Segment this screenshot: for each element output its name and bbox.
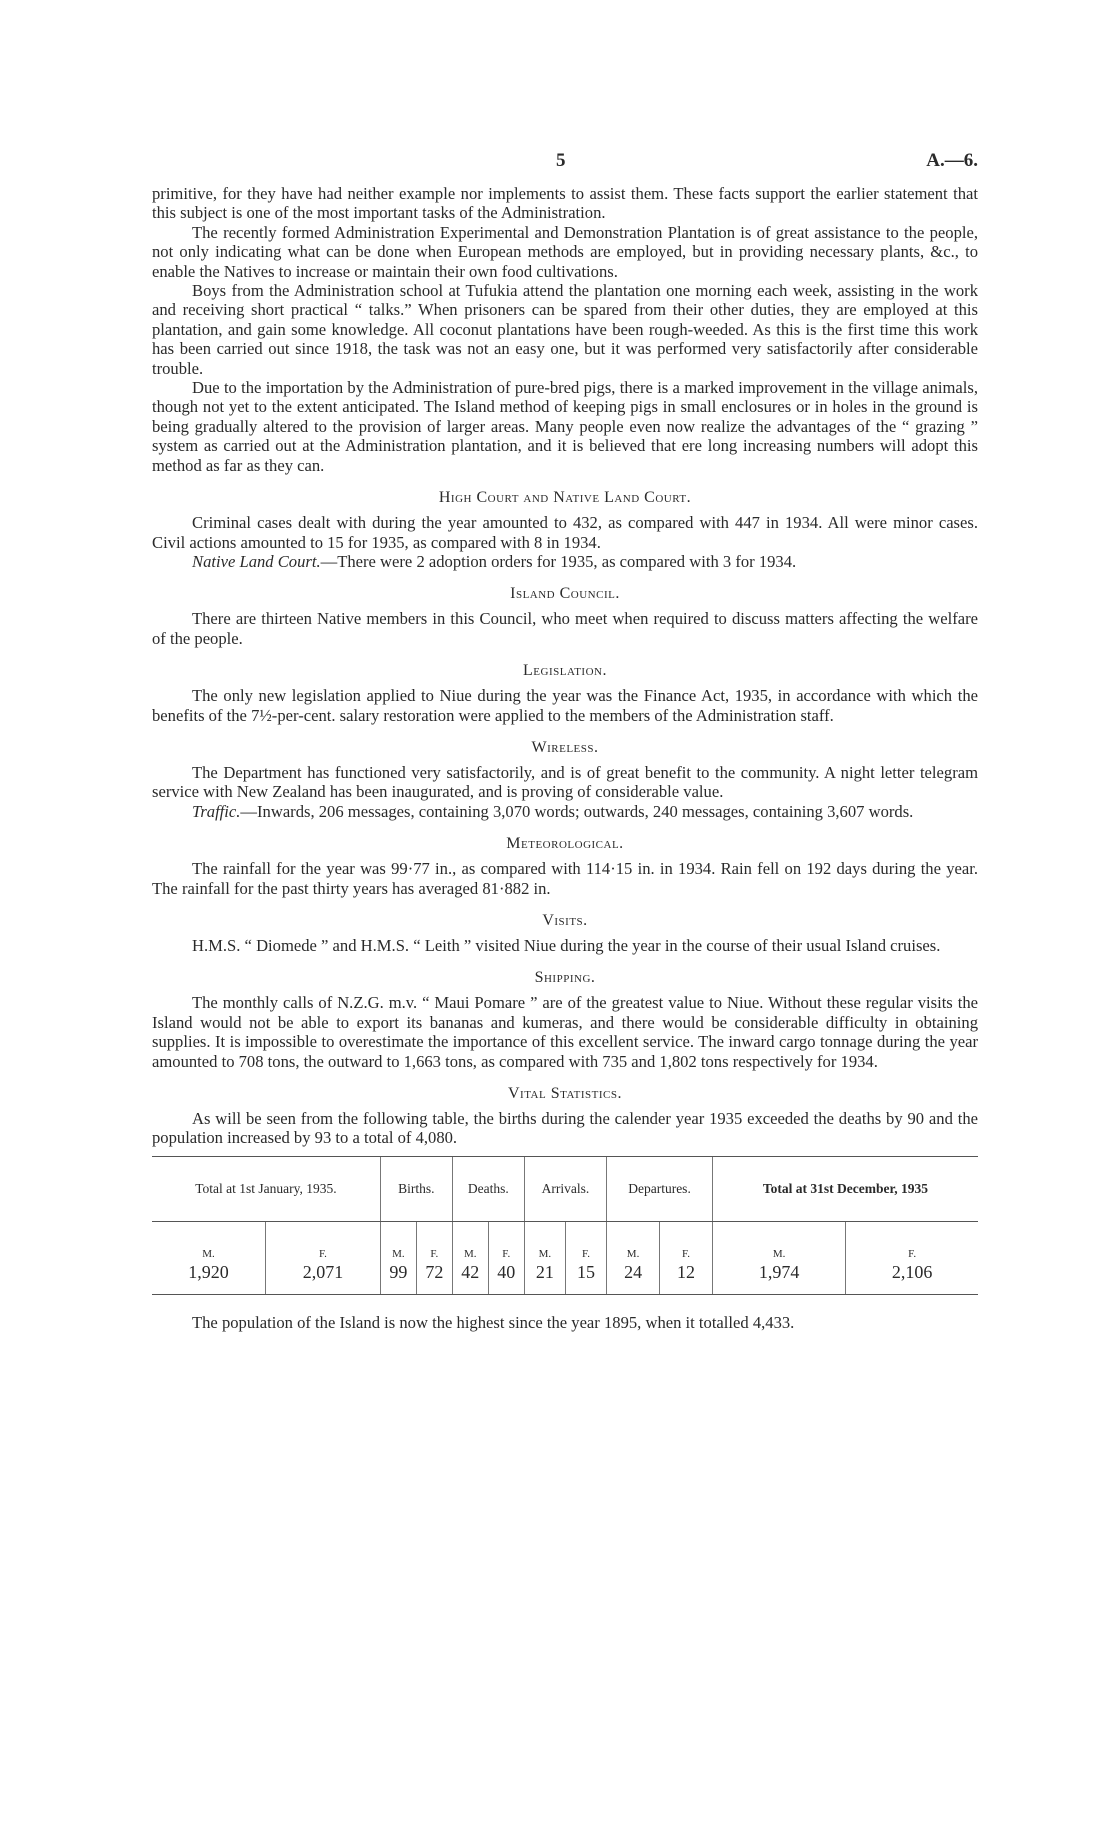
value: 1,920 bbox=[188, 1261, 229, 1282]
header-total-dec: Total at 31st December, 1935 bbox=[712, 1156, 978, 1221]
header-births: Births. bbox=[380, 1156, 452, 1221]
label-m: M. bbox=[392, 1247, 405, 1260]
document-reference: A.—6. bbox=[926, 150, 978, 171]
heading-legislation: Legislation. bbox=[523, 662, 607, 680]
label-m: M. bbox=[772, 1247, 786, 1260]
vital-statistics-table bbox=[152, 1156, 978, 1295]
heading-shipping: Shipping. bbox=[534, 969, 596, 987]
cell-departures-m bbox=[607, 1221, 660, 1294]
heading-wireless: Wireless. bbox=[531, 738, 599, 756]
traffic-label: Traffic. bbox=[192, 801, 241, 821]
paragraph-plantation: The recently formed Administration Experimental and Demonstration Plantation is of great assistance to the people, not only indicating what can be done when European methods are employed, but in providing necessary plants, &c., to enable the Natives to increase or maintain their own food cultivations. bbox=[152, 222, 978, 281]
page-header bbox=[152, 140, 978, 174]
header-total-jan: Total at 1st January, 1935. bbox=[152, 1156, 380, 1221]
label-m: M. bbox=[538, 1247, 552, 1260]
document-body bbox=[152, 184, 978, 1332]
paragraph-vital-intro: As will be seen from the following table, the births during the calender year 1935 exceeded the deaths by 90 and the population increased by 93 to a total of 4,080. bbox=[152, 1109, 978, 1148]
cell-dec-m bbox=[712, 1221, 845, 1294]
table-row bbox=[152, 1221, 978, 1294]
paragraph-island-council: There are thirteen Native members in this Council, who meet when required to discuss matters affecting the welfare of the people. bbox=[152, 609, 978, 648]
cell-departures-f bbox=[660, 1221, 713, 1294]
value: 99 bbox=[389, 1261, 408, 1282]
paragraph-shipping: The monthly calls of N.Z.G. m.v. “ Maui Pomare ” are of the greatest value to Niue. Without these regular visits the Island would not be able to export its bananas and kumeras, and there would be considerable difficulty in obtaining supplies. It is impossible to overestimate the importance of this excellent service. The inward cargo tonnage during the year amounted to 708 tons, the outward to 1,663 tons, as compared with 735 and 1,802 tons respectively for 1934. bbox=[152, 993, 978, 1071]
label-f: F. bbox=[318, 1247, 327, 1260]
paragraph-wireless: The Department has functioned very satisfactorily, and is of great benefit to the community. A night letter telegram service with New Zealand has been inaugurated, and is proving of considerable value. bbox=[152, 762, 978, 802]
heading-high-court: High Court and Native Land Court. bbox=[438, 489, 692, 507]
heading-meteorological: Meteorological. bbox=[506, 835, 624, 853]
label-f: F. bbox=[430, 1247, 439, 1260]
value: 2,106 bbox=[891, 1261, 933, 1282]
header-departures: Departures. bbox=[607, 1156, 713, 1221]
cell-births-m bbox=[380, 1221, 416, 1294]
heading-visits: Visits. bbox=[542, 911, 588, 929]
paragraph-boys: Boys from the Administration school at Tufukia attend the plantation one morning each week, assisting in the work and receiving short practical “ talks.” When prisoners can be spared from their other duties, they are employed at this plantation, and gain some knowledge. All coconut plantations have been rough-weeded. As this is the first time this work has been carried out since 1918, the task was not an easy one, but it was performed very satisfactorily after considerable trouble. bbox=[152, 281, 978, 378]
header-deaths: Deaths. bbox=[452, 1156, 524, 1221]
label-m: M. bbox=[464, 1247, 477, 1260]
label-f: F. bbox=[582, 1247, 591, 1260]
cell-dec-f bbox=[846, 1221, 978, 1294]
value: 24 bbox=[624, 1261, 643, 1282]
value: 15 bbox=[577, 1261, 596, 1282]
paragraph-legislation: The only new legislation applied to Niue during the year was the Finance Act, 1935, in accordance with which the benefits of the 7½-per-cent. salary restoration were applied to the members of the Administration staff. bbox=[152, 686, 978, 725]
value: 2,071 bbox=[302, 1261, 344, 1282]
paragraph-traffic bbox=[152, 802, 978, 821]
value: 21 bbox=[535, 1261, 554, 1282]
cell-arrivals-f bbox=[565, 1221, 606, 1294]
label-f: F. bbox=[502, 1247, 511, 1260]
value: 72 bbox=[425, 1261, 444, 1282]
header-arrivals: Arrivals. bbox=[524, 1156, 606, 1221]
native-land-court-text: —There were 2 adoption orders for 1935, as compared with 3 for 1934. bbox=[320, 551, 797, 571]
label-f: F. bbox=[681, 1247, 690, 1260]
paragraph-population: The population of the Island is now the highest since the year 1895, when it totalled 4,433. bbox=[192, 1312, 795, 1332]
label-f: F. bbox=[908, 1247, 917, 1260]
label-m: M. bbox=[626, 1247, 640, 1260]
cell-births-f bbox=[416, 1221, 452, 1294]
paragraph-visits: H.M.S. “ Diomede ” and H.M.S. “ Leith ” visited Niue during the year in the course of their usual Island cruises. bbox=[192, 935, 941, 955]
heading-vital-statistics: Vital Statistics. bbox=[507, 1085, 623, 1102]
value: 12 bbox=[676, 1261, 695, 1282]
heading-island-council: Island Council. bbox=[510, 585, 620, 603]
cell-jan-f bbox=[266, 1221, 381, 1294]
paragraph-native-land-court bbox=[152, 552, 978, 571]
value: 1,974 bbox=[758, 1261, 800, 1282]
paragraph-criminal-cases: Criminal cases dealt with during the year amounted to 432, as compared with 447 in 1934. All were minor cases. Civil actions amounted to 15 for 1935, as compared with 8 in 1934. bbox=[152, 513, 978, 552]
label-m: M. bbox=[202, 1247, 215, 1260]
paragraph-intro: primitive, for they have had neither example nor implements to assist them. These facts support the earlier statement that this subject is one of the most important tasks of the Administration. bbox=[152, 184, 978, 223]
cell-jan-m bbox=[152, 1221, 266, 1294]
paragraph-pigs: Due to the importation by the Administration of pure-bred pigs, there is a marked improvement in the village animals, though not yet to the extent anticipated. The Island method of keeping pigs in small enclosures or in holes in the ground is being gradually altered to the provision of larger areas. Many people even now realize the advantages of the “ grazing ” system as carried out at the Administration plantation, and it is believed that ere long increasing numbers will adopt this method as far as they can. bbox=[152, 378, 978, 475]
value: 42 bbox=[461, 1261, 480, 1282]
cell-deaths-f bbox=[488, 1221, 524, 1294]
cell-deaths-m bbox=[452, 1221, 488, 1294]
value: 40 bbox=[497, 1261, 516, 1282]
traffic-text: —Inwards, 206 messages, containing 3,070 words; outwards, 240 messages, containing 3,607 words. bbox=[240, 801, 914, 821]
page-number: 5 bbox=[556, 150, 566, 171]
cell-arrivals-m bbox=[524, 1221, 565, 1294]
native-land-court-label: Native Land Court. bbox=[192, 551, 321, 571]
paragraph-rainfall: The rainfall for the year was 99·77 in., as compared with 114·15 in. in 1934. Rain fell on 192 days during the year. The rainfall for the past thirty years has averaged 81·882 in. bbox=[152, 859, 978, 898]
table-header-row bbox=[152, 1156, 978, 1221]
